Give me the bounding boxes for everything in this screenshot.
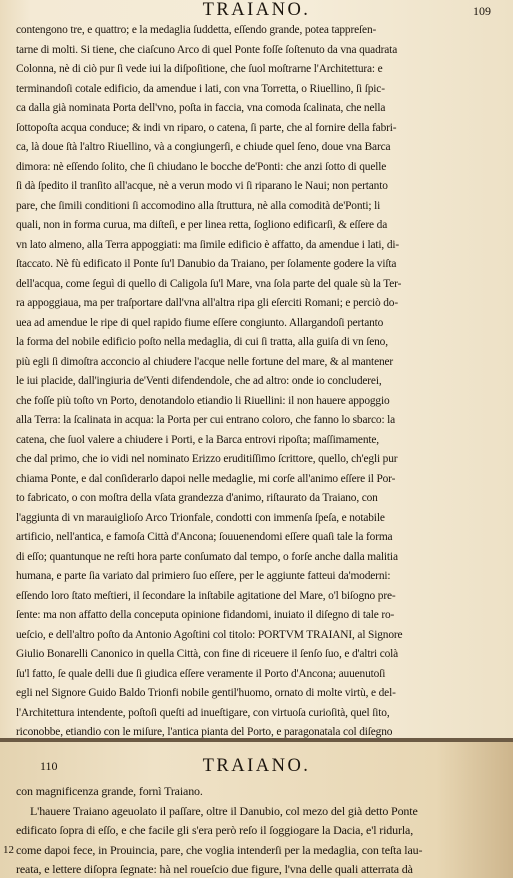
text-line: alla Terra: la ſcalinata in acqua: la Porta per cui entrano coloro, che fanno lo sbarco: la (16, 414, 396, 426)
text-line: L'hauere Traiano ageuolato il paſſare, oltre il Danubio, col mezo del già detto Ponte (30, 803, 418, 818)
text-line: con magnificenza grande, fornì Traiano. (16, 784, 203, 798)
text-line: to fabricato, o con moſtra della vſata grandezza d'animo, riſtaurato da Traiano, con (16, 492, 378, 504)
text-line: ſu'l fatto, ſe quale delli due ſi giudica eſſere veramente il Porto d'Ancona; auuenutoſi (16, 667, 386, 680)
text-line: eſſendo loro ſtato meſtieri, il ſecondare la inſtabile agitatione del Mare, o'l biſogno pre- (16, 589, 396, 602)
text-line: ſottopoſta acqua conduce; & indi vn riparo, o catena, ſi parte, che al fornire della fabri- (16, 121, 397, 134)
text-line: ſente: ma non affatto della conceputa opinione fidandomi, inuiato il diſegno di tale ro- (16, 609, 395, 621)
page-number: 110 (40, 759, 58, 773)
text-line: reata, e lettere diſopra ſegnate: hà nel roueſcio due figure, l'vna delle quali atterrata dà (16, 862, 413, 876)
text-line: ſtaccato. Nè fù edificato il Ponte ſu'l Danubio da Traiano, per ſolamente godere la viſta (16, 258, 397, 270)
text-line: uea ad amendue le ripe di quel rapido fiume eſſere congiunto. Allargandoſi pertanto (16, 316, 384, 329)
text-line: l'aggiunta di vn marauiglioſo Arco Trionfale, condotti con immenſa ſpeſa, e notabile (16, 511, 385, 524)
text-line: humana, e parte ſia variato dal primiero ſuo eſſere, per le aggiunte fatteui da'moderni: (16, 570, 391, 582)
text-line: ca, là doue ſtà l'altro Riuellino, và a congiungerſi, e chiude quel ſeno, doue vna Barca (16, 141, 391, 153)
text-line: pare, che ſimili conditioni ſi accomodino alla ſtruttura, nè alla comodità de'Ponti; li (16, 199, 381, 212)
text-line: che foſſe più toſto vn Porto, denotandolo etiandio li Riuellini: il non hauere appoggio (16, 394, 390, 407)
text-line: Colonna, nè di ciò pur ſi vede iui la diſpoſitione, che ſuol moſtrarne l'Architettura: e (16, 63, 383, 75)
text-line: ra appoggiaua, ma per traſportare dall'vna all'altra ripa gli eſerciti Romani; e perciò do- (16, 297, 398, 309)
text-line: le iui placide, dall'ingiuria de'Venti difendendole, che ad altro: onde io concluderei, (16, 375, 382, 387)
text-line: ueſcio, e dell'altro poſto da Antonio Agoſtini col titolo: PORTVM TRAIANI, al Signore (16, 628, 403, 641)
page-110 (0, 742, 513, 878)
text-line: più egli ſi dimoſtra acconcio al chiudere l'acque nelle fortune del mare, & al mantener (16, 355, 394, 368)
text-line: catena, che ſuol valere a chiudere i Porti, e la Barca entrovi ripoſta; maſſimamente, (16, 433, 379, 446)
text-line: come dapoi fece, in Prouincia, pare, che voglia intenderſi per la medaglia, con teſta lau- (16, 842, 423, 857)
body-text (16, 21, 498, 738)
text-line: ca dalla già nominata Porta dell'vno, poſta in faccia, vna comoda ſcalinata, che nella (16, 102, 386, 114)
text-line: che dal primo, che io vidi nel nominato Erizzo eruditiſſimo ſcrittore, quello, ch'egli pur (16, 453, 398, 465)
text-line: dell'acqua, come ſeguì di quello di Caligola ſu'l Mare, vna ſola parte del quale sù la Ter- (16, 277, 402, 290)
text-line: chiama Ponte, e dal conſiderarlo dapoi nelle medaglie, mi corſe all'animo eſſere il Por- (16, 472, 396, 485)
text-line: ſi dà ſpedito il tranſito all'acque, nè a verun modo vi ſi riparano le Naui; non pertanto (16, 180, 388, 192)
text-line: contengono tre, e quattro; e la medaglia ſuddetta, eſſendo grande, potea tappreſen- (16, 24, 377, 36)
page-number: 109 (473, 4, 491, 18)
text-line: quali, non in forma curua, ma diſteſi, e per linea retta, ſogliono edificarſi, & eſſere da (16, 219, 388, 231)
running-title: TRAIANO. (202, 0, 311, 20)
text-line: riconobbe, etiandio con le miſure, l'antica pianta del Porto, e paragonatala col diſegno (16, 726, 393, 738)
text-line: dimora: nè eſſendo ſolito, che ſi chiudano le bocche de'Ponti: che anzi ſotto di quelle (16, 160, 387, 173)
text-line: vn lato almeno, alla Terra appoggiati: ma ſimile edificio è affatto, da amendue i lati, di- (16, 238, 400, 251)
text-line: tarne di molti. Si tiene, che ciaſcuno Arco di quel Ponte foſſe ſoſtenuto da vna quadrata (16, 43, 398, 56)
text-line: artificio, nell'antica, e famoſa Città d'Ancona; ſouuenendomi eſſere quaſi tale la forma (16, 531, 393, 543)
text-line: l'Architettura intendente, poſtoſi queſti ad inueſtigare, con virtuoſa curioſità, quel ſito, (16, 706, 390, 719)
text-line: egli nel Signore Guido Baldo Trionfi nobile gentil'huomo, ornato di molte virtù, e del- (16, 687, 396, 699)
text-line: Giulio Bonarelli Canonico in quella Città, con fine di riceuere il ſenſo ſuo, e d'altri colà (16, 648, 399, 660)
text-line: di eſſo; quantunque ne reſti hora parte conſumato dal tempo, o forſe anche dalla malitia (16, 550, 398, 563)
body-text (16, 782, 498, 878)
text-line: edificato ſopra di eſſo, e che facile gli s'era però reſo il ſoggiogare la Dacia, e'l ridurla, (16, 823, 414, 837)
text-line: la forma del nobile edificio poſto nella medaglia, di cui ſi tratta, alla guiſa di vn ſeno, (16, 336, 388, 348)
running-title: TRAIANO. (202, 756, 311, 776)
margin-note: 12 (3, 844, 14, 856)
text-line: terminandoſi cotale edificio, da amendue i lati, con vna Torretta, o Riuellino, ſi ſpic- (16, 82, 385, 95)
